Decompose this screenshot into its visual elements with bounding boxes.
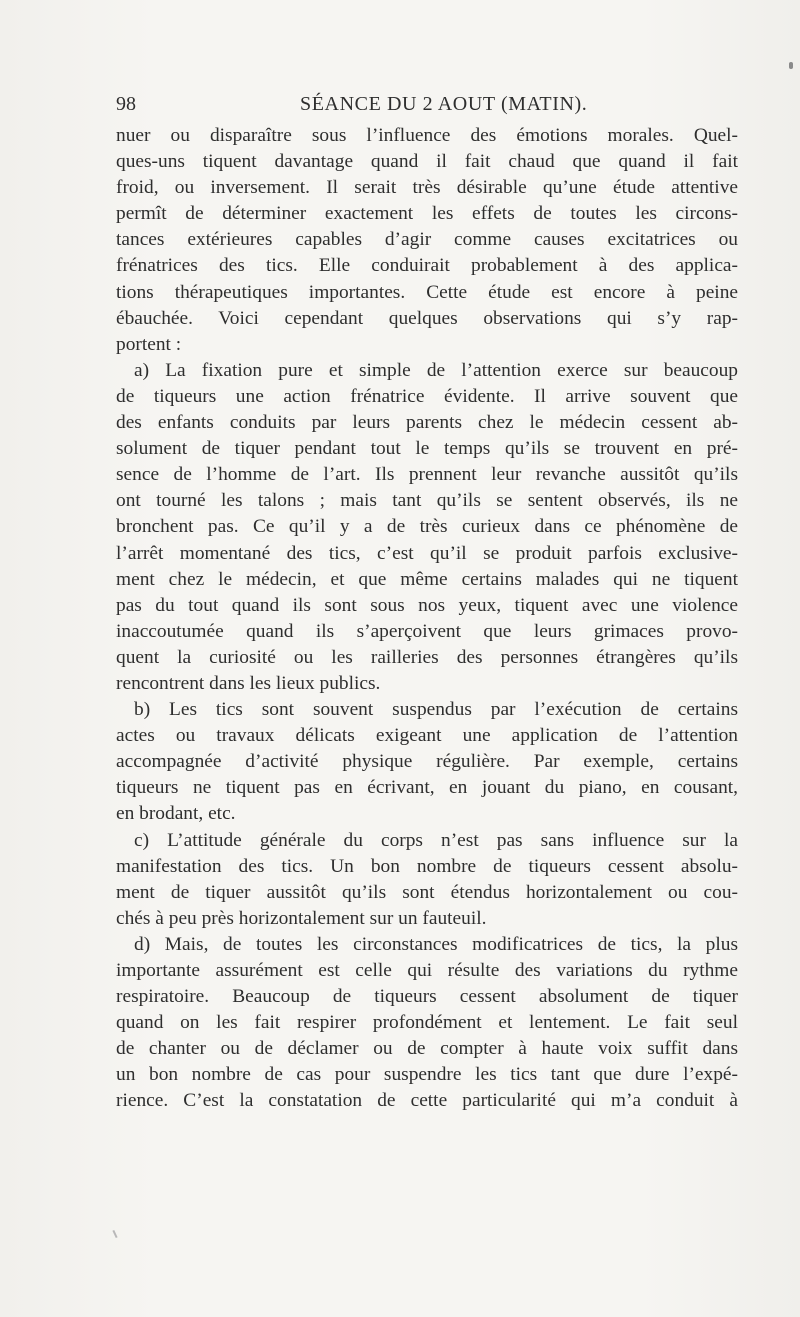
text-line: rience. C’est la constatation de cette particularité qui m’a conduit à [116, 1090, 738, 1112]
text-line: tions thérapeutiques importantes. Cette étude est encore à peine [116, 281, 738, 303]
text-line: respiratoire. Beaucoup de tiqueurs cessent absolument de tiquer [116, 986, 738, 1008]
text-line: nuer ou disparaître sous l’influence des émotions morales. Quel- [116, 125, 738, 146]
text-line: quent la curiosité ou les railleries des personnes étrangères qu’ils [116, 646, 738, 668]
text-line: un bon nombre de cas pour suspendre les tics tant que dure l’expé- [116, 1064, 738, 1086]
running-title: SÉANCE DU 2 AOUT (MATIN). [300, 93, 588, 115]
text-line: chés à peu près horizontalement sur un fauteuil. [116, 907, 487, 929]
text-line: portent : [116, 333, 182, 355]
text-line: importante assurément est celle qui résulte des variations du rythme [116, 960, 738, 981]
paragraph-c-start: c) L’attitude générale du corps n’est pas sans influence sur la [134, 829, 738, 851]
text-line: tiqueurs ne tiquent pas en écrivant, en jouant du piano, en cousant, [116, 777, 738, 799]
text-line: sence de l’homme de l’art. Ils prennent leur revanche aussitôt qu’ils [116, 464, 738, 486]
paragraph-a-start: a) La fixation pure et simple de l’attention exerce sur beaucoup [134, 359, 738, 381]
text-line: inaccoutumée quand ils s’aperçoivent que leurs grimaces provo- [116, 620, 738, 642]
text-line: ques-uns tiquent davantage quand il fait chaud que quand il fait [116, 151, 738, 173]
text-line: ébauchée. Voici cependant quelques observations qui s’y rap- [116, 307, 738, 329]
text-line: frénatrices des tics. Elle conduirait probablement à des applica- [116, 255, 738, 277]
text-line: l’arrêt momentané des tics, c’est qu’il se produit parfois exclusive- [116, 542, 738, 564]
page-number: 98 [116, 93, 136, 115]
paragraph-d-start: d) Mais, de toutes les circonstances modificatrices de tics, la plus [134, 933, 738, 955]
text-line: de chanter ou de déclamer ou de compter à haute voix suffit dans [116, 1038, 738, 1060]
text-line: froid, ou inversement. Il serait très désirable qu’une étude attentive [116, 177, 738, 199]
text-line: actes ou travaux délicats exigeant une application de l’attention [116, 725, 738, 747]
text-line: ment chez le médecin, et que même certains malades qui ne tiquent [116, 568, 738, 590]
text-line: en brodant, etc. [116, 803, 236, 825]
text-line: manifestation des tics. Un bon nombre de tiqueurs cessent absolu- [116, 855, 738, 877]
margin-mark [789, 62, 793, 69]
text-line: rencontrent dans les lieux publics. [116, 672, 381, 694]
body-text [116, 123, 738, 1115]
text-line: permît de déterminer exactement les effets de toutes les circons- [116, 203, 738, 225]
text-line: de tiqueurs une action frénatrice évidente. Il arrive souvent que [116, 385, 738, 407]
paragraph-b-start: b) Les tics sont souvent suspendus par l’exécution de certains [134, 699, 738, 721]
text-line: solument de tiquer pendant tout le temps qu’ils se trouvent en pré- [116, 438, 738, 460]
text-line: pas du tout quand ils sont sous nos yeux, tiquent avec une violence [116, 594, 738, 616]
text-line: bronchent pas. Ce qu’il y a de très curieux dans ce phénomène de [116, 516, 738, 538]
text-line: quand on les fait respirer profondément et lentement. Le fait seul [116, 1012, 738, 1034]
text-line: des enfants conduits par leurs parents chez le médecin cessent ab- [116, 412, 738, 434]
paper-speck [112, 1230, 117, 1238]
text-line: ont tourné les talons ; mais tant qu’ils se sentent observés, ils ne [116, 490, 738, 512]
text-line: ment de tiquer aussitôt qu’ils sont étendus horizontalement ou cou- [116, 881, 738, 903]
text-line: tances extérieures capables d’agir comme causes excitatrices ou [116, 229, 738, 251]
text-line: accompagnée d’activité physique régulière. Par exemple, certains [116, 751, 738, 773]
running-head [116, 89, 588, 119]
